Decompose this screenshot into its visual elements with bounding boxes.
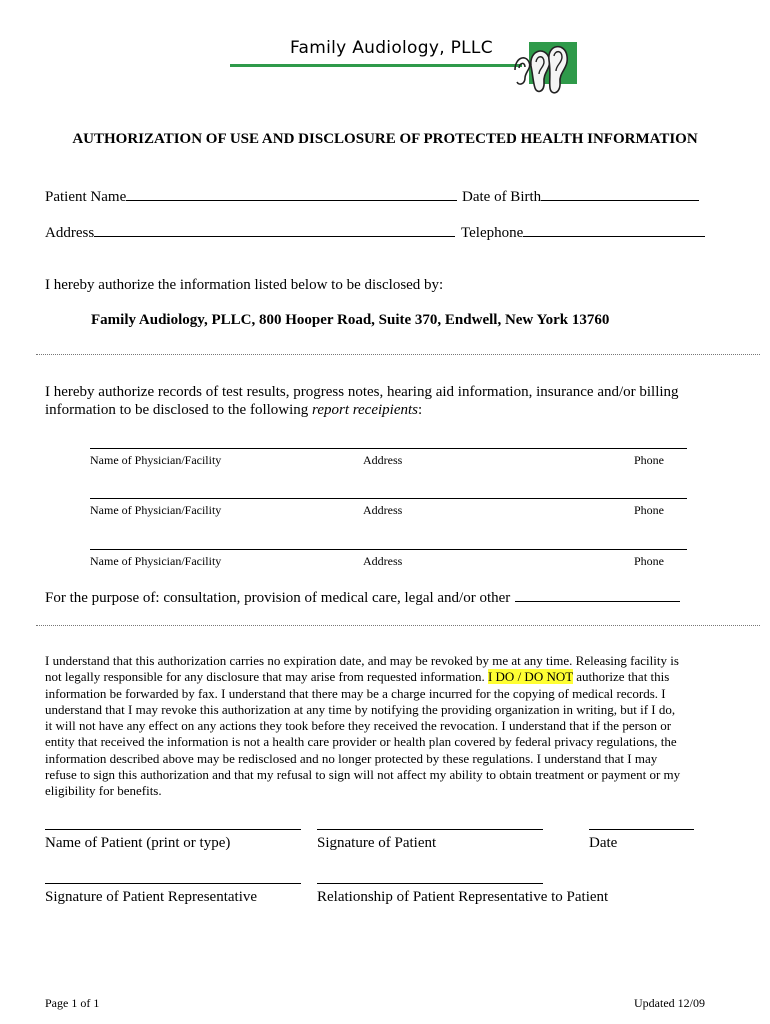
dob-blank[interactable]	[541, 186, 699, 201]
dob-field[interactable]	[462, 186, 699, 206]
patient-name-blank[interactable]	[126, 186, 457, 201]
patient-name-label: Patient Name	[45, 189, 127, 205]
statement-line: I understand that this authorization carries no expiration date, and may be revoked by me at any time. Releasing facility is	[45, 653, 679, 668]
representative-signature-label: Signature of Patient Representative	[45, 889, 258, 905]
patient-name-signature-line[interactable]	[45, 829, 301, 830]
relationship-line[interactable]	[317, 883, 543, 884]
authorization-statement	[45, 653, 745, 800]
representative-signature-line[interactable]	[45, 883, 301, 884]
statement-line: understand that I may revoke this authorization at any time by notifying the providing organization in writing, but if I do,	[45, 701, 676, 717]
patient-name-field[interactable]	[45, 186, 457, 206]
statement-line: entity that received the information is not a health care provider or health plan covered by federal privacy regulations, the	[45, 734, 677, 750]
records-line-2-start: information to be disclosed to the following	[45, 402, 313, 418]
statement-line-2-end: authorize that this	[572, 669, 670, 685]
recipient-1-name-label: Name of Physician/Facility	[90, 453, 222, 467]
statement-line	[45, 669, 745, 685]
patient-signature-line[interactable]	[317, 829, 543, 830]
address-label: Address	[45, 225, 95, 241]
recipient-2-name-label: Name of Physician/Facility	[90, 503, 222, 517]
telephone-field[interactable]	[461, 222, 705, 242]
telephone-blank[interactable]	[523, 222, 705, 237]
records-line-2-end: :	[418, 402, 423, 418]
disclosing-entity: Family Audiology, PLLC, 800 Hooper Road, Suite 370, Endwell, New York 13760	[91, 312, 610, 328]
page-number: Page 1 of 1	[45, 996, 100, 1010]
statement-line: eligibility for benefits.	[45, 783, 162, 799]
recipient-1-phone-label: Phone	[634, 453, 664, 467]
practice-name-logo-text: Family Audiology, PLLC	[290, 38, 493, 58]
records-paragraph	[45, 383, 745, 419]
address-field[interactable]	[45, 222, 455, 242]
form-title: AUTHORIZATION OF USE AND DISCLOSURE OF PROTECTED HEALTH INFORMATION	[72, 131, 698, 147]
statement-line: information be forwarded by fax. I understand that there may be a charge incurred for the copying of medical records. I	[45, 685, 666, 701]
records-line-2	[45, 401, 745, 419]
authorize-intro: I hereby authorize the information listed below to be disclosed by:	[45, 277, 444, 293]
purpose-field[interactable]	[45, 587, 680, 607]
recipient-1-address-label: Address	[363, 453, 403, 467]
address-blank[interactable]	[94, 222, 455, 237]
recipient-2-address-label: Address	[363, 503, 403, 517]
patient-name-print-label: Name of Patient (print or type)	[45, 835, 231, 851]
purpose-label: For the purpose of: consultation, provision of medical care, legal and/or other	[45, 590, 511, 606]
relationship-label: Relationship of Patient Representative to Patient	[317, 889, 609, 905]
fax-consent-choice[interactable]: I DO / DO NOT	[487, 669, 573, 685]
date-signature-line[interactable]	[589, 829, 694, 830]
statement-line: information described above may be redisclosed and no longer protected by these regulations. I understand that I may	[45, 750, 658, 766]
statement-line-2-start: not legally responsible for any disclosure that may arise from requested information.	[45, 669, 488, 685]
recipient-3-address-label: Address	[363, 554, 403, 568]
logo-underline	[230, 64, 522, 67]
records-line-1: I hereby authorize records of test results, progress notes, hearing aid information, insurance and/or billing	[45, 384, 679, 400]
telephone-label: Telephone	[461, 225, 524, 241]
report-recipients-term: report receipients	[312, 402, 418, 418]
statement-line: it will not have any effect on any actions they took before they received the revocation. I understand that if the person or	[45, 718, 672, 734]
recipient-3-blank[interactable]	[90, 549, 687, 550]
ear-logo-icon	[509, 40, 579, 98]
patient-signature-label: Signature of Patient	[317, 835, 437, 851]
purpose-other-blank[interactable]	[515, 587, 680, 602]
updated-date: Updated 12/09	[634, 996, 705, 1010]
statement-line: refuse to sign this authorization and that my refusal to sign will not affect my ability to obtain treatment or payment or my	[45, 767, 681, 783]
recipient-3-name-label: Name of Physician/Facility	[90, 554, 222, 568]
recipient-2-phone-label: Phone	[634, 503, 664, 517]
dob-label: Date of Birth	[462, 189, 542, 205]
recipient-1-blank[interactable]	[90, 448, 687, 449]
date-label: Date	[589, 835, 618, 851]
recipient-2-blank[interactable]	[90, 498, 687, 499]
section-divider-2	[36, 625, 760, 626]
recipient-3-phone-label: Phone	[634, 554, 664, 568]
section-divider	[36, 354, 760, 355]
